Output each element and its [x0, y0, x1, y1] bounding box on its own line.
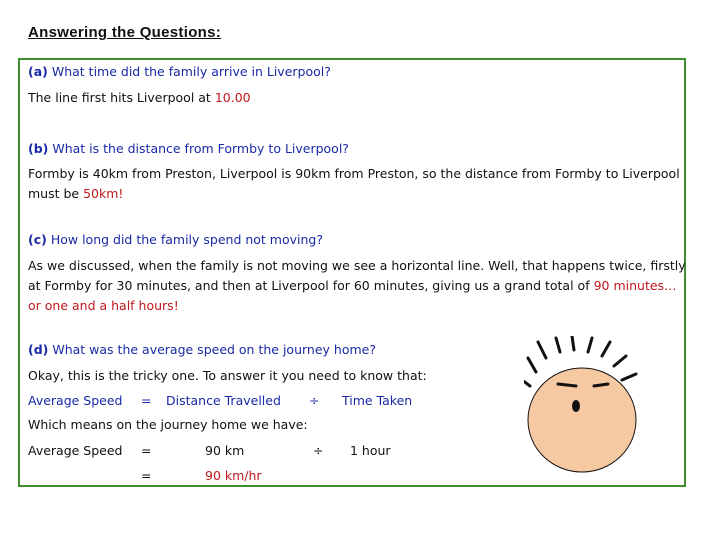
- answer-d-intro: Okay, this is the tricky one. To answer it you need to know that:: [28, 368, 427, 383]
- answer-b-value: 50km!: [83, 186, 124, 201]
- calc-divide: ÷: [313, 443, 324, 458]
- formula-equals: =: [141, 393, 152, 408]
- question-b: [28, 139, 349, 159]
- calc-lhs: Average Speed: [28, 443, 123, 458]
- answer-a-value: 10.00: [214, 90, 251, 105]
- calc-equals-2: =: [141, 468, 152, 483]
- question-d: [28, 340, 376, 360]
- answer-a: [28, 88, 251, 108]
- formula-time: Time Taken: [342, 393, 413, 408]
- answer-c: [28, 256, 688, 316]
- page-title: Answering the Questions:: [28, 24, 222, 41]
- question-d-label: (d): [28, 342, 49, 357]
- formula-distance: Distance Travelled: [166, 393, 281, 408]
- question-d-text: What was the average speed on the journey home?: [52, 342, 376, 357]
- calc-equals-1: =: [141, 443, 152, 458]
- formula-lhs: Average Speed: [28, 393, 123, 408]
- question-a-text: What time did the family arrive in Liverpool?: [51, 64, 331, 79]
- formula-divide: ÷: [309, 393, 320, 408]
- question-a-label: (a): [28, 64, 48, 79]
- question-b-label: (b): [28, 141, 49, 156]
- answer-b-text: Formby is 40km from Preston, Liverpool is 90km from Preston, so the distance from Formby to Liverpool must be: [28, 166, 680, 201]
- which-means-text: Which means on the journey home we have:: [28, 417, 308, 432]
- question-b-text: What is the distance from Formby to Liverpool?: [52, 141, 349, 156]
- question-c-label: (c): [28, 232, 47, 247]
- thinking-face-icon: [524, 336, 648, 476]
- calc-time: 1 hour: [350, 443, 391, 458]
- question-c-text: How long did the family spend not moving?: [50, 232, 323, 247]
- answer-c-value: 90 minutes… or one and a half hours!: [28, 278, 677, 313]
- question-c: [28, 230, 323, 250]
- answer-a-text: The line first hits Liverpool at: [28, 90, 215, 105]
- calc-result: 90 km/hr: [205, 468, 262, 483]
- answer-b: [28, 164, 688, 204]
- question-a: [28, 62, 331, 82]
- calc-distance: 90 km: [205, 443, 245, 458]
- answer-c-text: As we discussed, when the family is not moving we see a horizontal line. Well, that happens twice, firstly at Formby for 30 minutes, and then at Liverpool for 60 minutes, giving us a grand total of: [28, 258, 686, 293]
